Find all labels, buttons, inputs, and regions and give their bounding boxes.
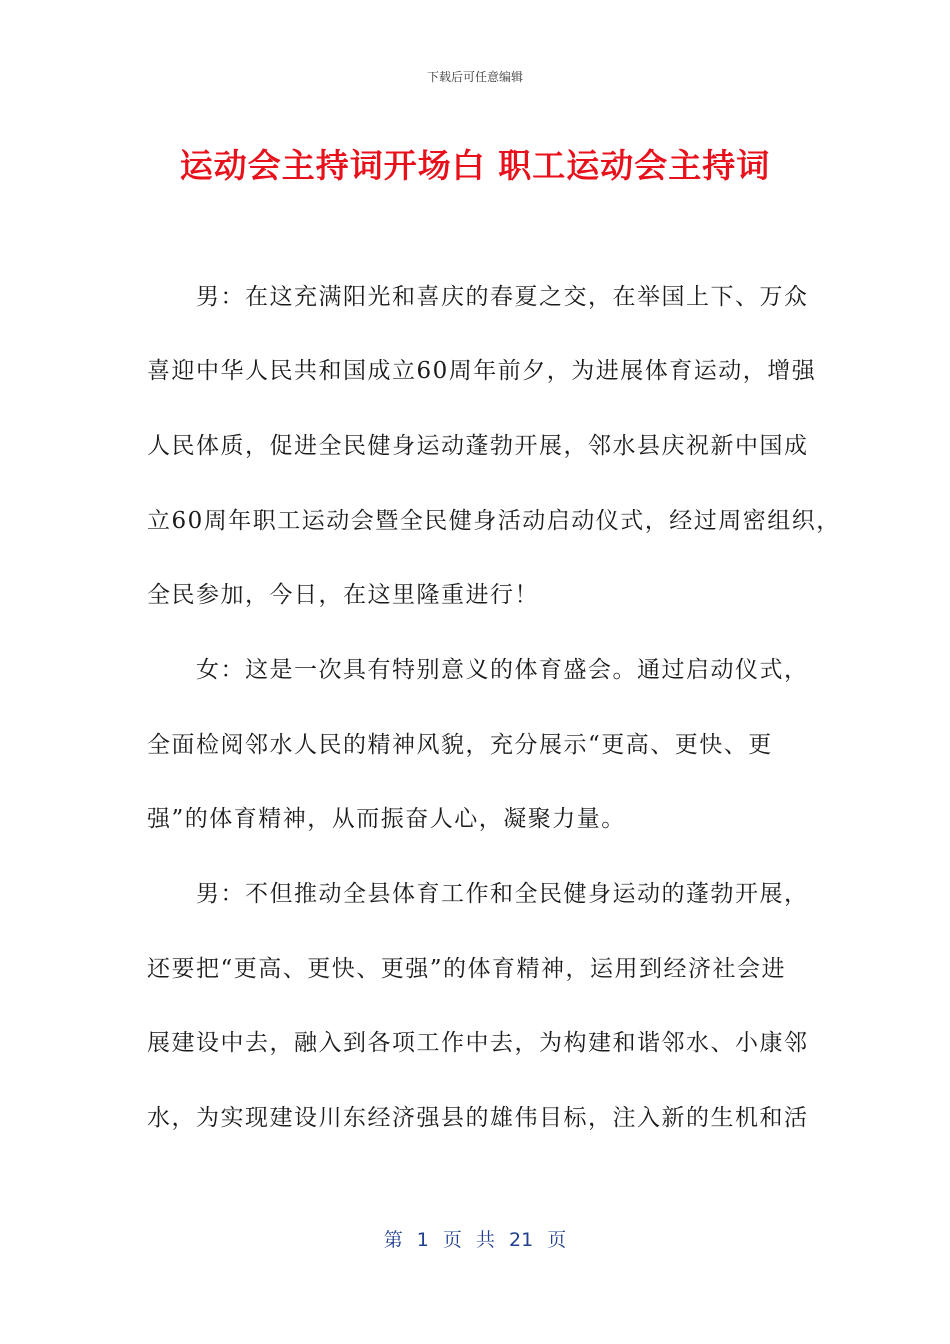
body-line-7: 全面检阅邻水人民的精神风貌，充分展示“更高、更快、更 xyxy=(147,732,773,758)
body-line-8: 强”的体育精神，从而振奋人心，凝聚力量。 xyxy=(147,806,626,832)
body-line-5: 全民参加，今日，在这里隆重进行！ xyxy=(147,582,539,608)
body-line-2: 喜迎中华人民共和国成立60周年前夕，为进展体育运动，增强 xyxy=(147,358,817,384)
body-line-9: 男：不但推动全县体育工作和全民健身运动的蓬勃开展， xyxy=(147,881,809,907)
body-line-10: 还要把“更高、更快、更强”的体育精神，运用到经济社会进 xyxy=(147,956,787,982)
page-number-footer: 第 1 页 共 21 页 xyxy=(383,1229,567,1251)
body-line-6: 女：这是一次具有特别意义的体育盛会。通过启动仪式， xyxy=(147,657,809,683)
document-title: 运动会主持词开场白 职工运动会主持词 xyxy=(179,146,771,185)
body-line-1: 男：在这充满阳光和喜庆的春夏之交，在举国上下、万众 xyxy=(147,284,809,310)
body-line-4: 立60周年职工运动会暨全民健身活动启动仪式，经过周密组织， xyxy=(147,508,841,534)
body-line-12: 水，为实现建设川东经济强县的雄伟目标，注入新的生机和活 xyxy=(147,1105,809,1131)
body-line-11: 展建设中去，融入到各项工作中去，为构建和谐邻水、小康邻 xyxy=(147,1030,809,1056)
body-line-3: 人民体质，促进全民健身运动蓬勃开展，邻水县庆祝新中国成 xyxy=(147,433,809,459)
header-note: 下载后可任意编辑 xyxy=(426,70,523,84)
